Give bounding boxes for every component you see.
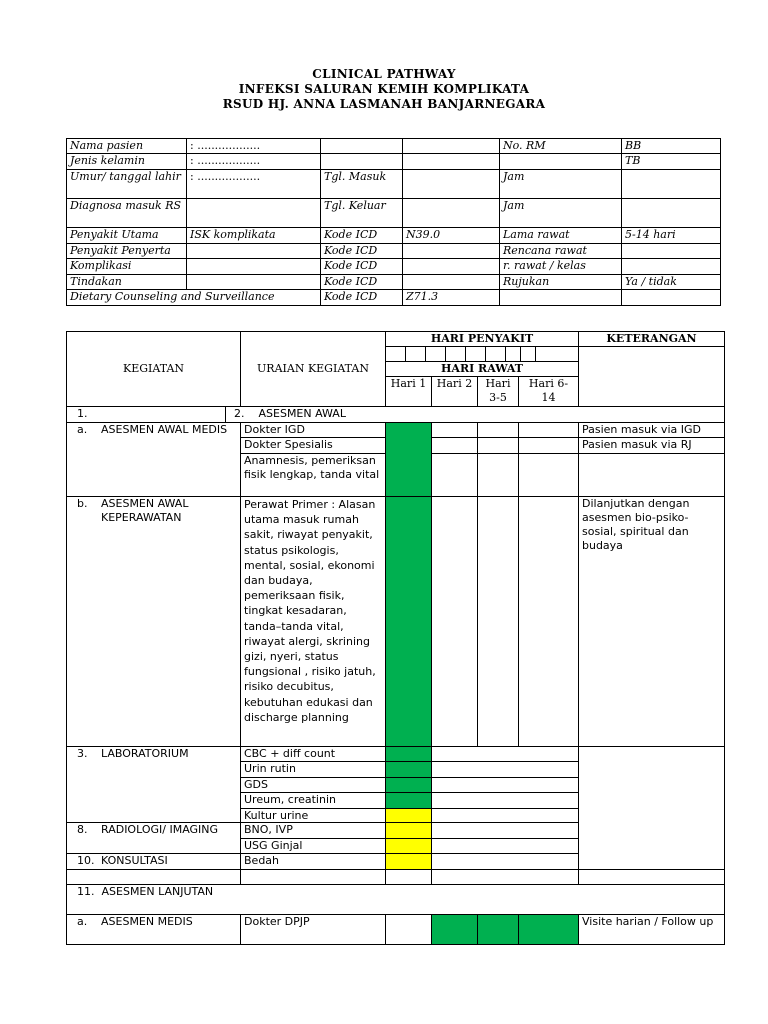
empty-row	[66, 869, 241, 885]
item-number: 3.	[77, 747, 88, 760]
header-keterangan: KETERANGAN	[578, 331, 725, 347]
value-icd-z71: Z71.3	[402, 289, 500, 306]
label-tb: TB	[621, 153, 721, 170]
day-1-marker	[385, 496, 432, 747]
header-hari-penyakit: HARI PENYAKIT	[385, 331, 579, 347]
activity-radiologi	[66, 822, 241, 854]
day-2-marker	[431, 914, 478, 945]
label-bb: BB	[621, 138, 721, 154]
value-penyakit-utama: ISK komplikata	[186, 227, 321, 244]
label-dietary: Dietary Counseling and Surveillance	[66, 289, 321, 306]
day-cell	[518, 437, 579, 454]
field-rawat-kelas[interactable]	[621, 258, 721, 275]
day-cell	[477, 422, 519, 438]
day-cells	[431, 761, 579, 778]
label-tindakan: Tindakan	[66, 274, 187, 290]
day-cell	[431, 422, 478, 438]
label-kode-icd: Kode ICD	[320, 227, 403, 244]
label-rawat-kelas: r. rawat / kelas	[499, 258, 622, 275]
header-kegiatan: KEGIATAN	[66, 331, 241, 407]
header-hari-1: Hari 1	[385, 376, 432, 407]
uraian-anamnesis: Anamnesis, pemeriksan fisik lengkap, tanda vital	[240, 453, 386, 497]
activity-label: LABORATORIUM	[101, 747, 189, 760]
uraian-bno-ivp: BNO, IVP	[240, 822, 386, 839]
uraian-kultur: Kultur urine	[240, 808, 386, 823]
field-icd-tindakan[interactable]	[402, 274, 500, 290]
day-3-5-marker	[477, 914, 519, 945]
uraian-urin-rutin: Urin rutin	[240, 761, 386, 778]
field-jenis-kelamin[interactable]: : ..................	[186, 153, 321, 170]
uraian-dokter-spesialis: Dokter Spesialis	[240, 437, 386, 454]
uraian-cbc: CBC + diff count	[240, 746, 386, 762]
day-1-optional-marker	[385, 838, 432, 854]
day-box[interactable]	[505, 346, 521, 362]
day-cells	[431, 792, 579, 809]
label-no-rm: No. RM	[499, 138, 622, 154]
label-kode-icd: Kode ICD	[320, 243, 403, 259]
label-jam-masuk: Jam	[499, 169, 622, 199]
label-rujukan: Rujukan	[499, 274, 622, 290]
field-penyakit-penyerta[interactable]	[186, 243, 321, 259]
label-nama-pasien: Nama pasien	[66, 138, 187, 154]
label-penyakit-penyerta: Penyakit Penyerta	[66, 243, 187, 259]
day-6-14-marker	[518, 914, 579, 945]
day-box[interactable]	[485, 346, 506, 362]
cell-empty	[320, 138, 403, 154]
day-cells	[431, 822, 579, 839]
title-line-2: INFEKSI SALURAN KEMIH KOMPLIKATA	[238, 82, 530, 96]
label-jenis-kelamin: Jenis kelamin	[66, 153, 187, 170]
label-lama-rawat: Lama rawat	[499, 227, 622, 244]
value-lama-rawat: 5-14 hari	[621, 227, 721, 244]
row-number: 1.	[66, 406, 226, 423]
day-cells	[431, 808, 579, 823]
day-1-marker	[385, 746, 432, 762]
row-number: 2.	[234, 407, 245, 420]
cell-empty	[320, 153, 403, 170]
activity-label: ASESMEN MEDIS	[101, 915, 193, 928]
day-box[interactable]	[385, 346, 406, 362]
day-cell	[385, 914, 432, 945]
uraian-dokter-igd: Dokter IGD	[240, 422, 386, 438]
field-jam-masuk[interactable]	[621, 169, 721, 199]
keterangan-rj: Pasien masuk via RJ	[578, 437, 725, 454]
uraian-ureum: Ureum, creatinin	[240, 792, 386, 809]
activity-laboratorium	[66, 746, 241, 823]
uraian-perawat-primer: Perawat Primer : Alasan utama masuk rumah sakit, riwayat penyakit, status psikologis, mental, sosial, ekonomi dan budaya, pemeriksaan fisik, tingkat kesadaran, tanda–tanda vital, riwayat alergi, skrining gizi, nyeri, status fungsional , risiko jatuh, risiko decubitus, kebutuhan edukasi dan discharge planning	[240, 496, 386, 747]
label-umur: Umur/ tanggal lahir	[66, 169, 187, 199]
header-hari-2: Hari 2	[431, 376, 478, 407]
value-rujukan: Ya / tidak	[621, 274, 721, 290]
day-cell	[431, 496, 478, 747]
item-number: 8.	[77, 823, 88, 836]
field-tgl-keluar[interactable]	[402, 198, 500, 228]
day-1-marker	[385, 422, 432, 497]
label-kode-icd: Kode ICD	[320, 289, 403, 306]
field-tindakan[interactable]	[186, 274, 321, 290]
label-jam-keluar: Jam	[499, 198, 622, 228]
empty-row	[240, 869, 386, 885]
day-cell	[431, 453, 478, 497]
activity-label: ASESMEN AWAL KEPERAWATAN	[101, 497, 189, 524]
label-penyakit-utama: Penyakit Utama	[66, 227, 187, 244]
section-asesmen-awal	[225, 406, 725, 423]
keterangan-igd: Pasien masuk via IGD	[578, 422, 725, 438]
day-box[interactable]	[535, 346, 579, 362]
day-box[interactable]	[425, 346, 446, 362]
day-box[interactable]	[465, 346, 486, 362]
document-title	[0, 67, 768, 112]
cell-empty	[499, 153, 622, 170]
day-cell	[477, 453, 519, 497]
label-tgl-keluar: Tgl. Keluar	[320, 198, 403, 228]
header-hari-3-5: Hari 3-5	[477, 376, 519, 407]
activity-label: ASESMEN AWAL MEDIS	[101, 423, 228, 436]
uraian-bedah: Bedah	[240, 853, 386, 870]
item-number: 10.	[77, 854, 95, 867]
label-komplikasi: Komplikasi	[66, 258, 187, 275]
keterangan-empty	[578, 453, 725, 497]
uraian-gds: GDS	[240, 777, 386, 793]
field-jam-keluar[interactable]	[621, 198, 721, 228]
uraian-dokter-dpjp: Dokter DPJP	[240, 914, 386, 945]
title-line-3: RSUD HJ. ANNA LASMANAH BANJARNEGARA	[222, 97, 546, 111]
field-nama-pasien[interactable]: : ..................	[186, 138, 321, 154]
item-letter: a.	[77, 423, 88, 436]
item-letter: b.	[77, 497, 88, 510]
section-label: ASESMEN LANJUTAN	[101, 885, 214, 898]
activity-konsultasi	[66, 853, 241, 870]
day-cell	[518, 422, 579, 438]
empty-row	[431, 869, 579, 885]
header-uraian: URAIAN KEGIATAN	[240, 331, 386, 407]
day-1-marker	[385, 777, 432, 793]
label-diagnosa: Diagnosa masuk RS	[66, 198, 187, 228]
cell-empty	[402, 138, 500, 154]
day-1-optional-marker	[385, 822, 432, 839]
empty-row	[385, 869, 432, 885]
title-line-1: CLINICAL PATHWAY	[312, 67, 456, 81]
day-box[interactable]	[520, 346, 536, 362]
empty-row	[578, 869, 725, 885]
section-label: ASESMEN AWAL	[258, 407, 346, 420]
day-cell	[477, 496, 519, 747]
day-box[interactable]	[445, 346, 466, 362]
label-rencana-rawat: Rencana rawat	[499, 243, 622, 259]
keterangan-visite: Visite harian / Follow up	[578, 914, 725, 945]
label-kode-icd: Kode ICD	[320, 258, 403, 275]
field-umur[interactable]: : ..................	[186, 169, 321, 199]
keterangan-empty	[578, 746, 725, 870]
day-cell	[518, 453, 579, 497]
activity-asesmen-medis	[66, 914, 241, 945]
keterangan-bio-psiko: Dilanjutkan dengan asesmen bio-psiko-sosial, spiritual dan budaya	[578, 496, 725, 747]
activity-asesmen-awal-medis	[66, 422, 241, 497]
header-hari-rawat: HARI RAWAT	[385, 361, 579, 377]
day-cell	[518, 496, 579, 747]
day-box[interactable]	[405, 346, 426, 362]
uraian-usg: USG Ginjal	[240, 838, 386, 854]
day-cells	[431, 746, 579, 762]
cell-empty	[402, 153, 500, 170]
field-diagnosa[interactable]	[186, 198, 321, 228]
row-number: 11.	[77, 885, 95, 898]
day-1-marker	[385, 792, 432, 809]
label-tgl-masuk: Tgl. Masuk	[320, 169, 403, 199]
section-asesmen-lanjutan	[66, 884, 725, 915]
cell-empty	[621, 289, 721, 306]
day-cells	[431, 838, 579, 854]
day-1-marker	[385, 761, 432, 778]
day-1-optional-marker	[385, 853, 432, 870]
activity-label: RADIOLOGI/ IMAGING	[101, 823, 219, 836]
field-rencana-rawat[interactable]	[621, 243, 721, 259]
label-kode-icd: Kode ICD	[320, 274, 403, 290]
day-cell	[477, 437, 519, 454]
activity-label: KONSULTASI	[101, 854, 168, 867]
field-tgl-masuk[interactable]	[402, 169, 500, 199]
day-1-optional-marker	[385, 808, 432, 823]
day-cells	[431, 777, 579, 793]
cell-empty	[499, 289, 622, 306]
activity-asesmen-keperawatan	[66, 496, 241, 747]
value-icd-n39: N39.0	[402, 227, 500, 244]
field-komplikasi[interactable]	[186, 258, 321, 275]
field-icd-komplikasi[interactable]	[402, 258, 500, 275]
day-cell	[431, 437, 478, 454]
header-keterangan-body	[578, 346, 725, 407]
field-icd-penyerta[interactable]	[402, 243, 500, 259]
day-cells	[431, 853, 579, 870]
item-letter: a.	[77, 915, 88, 928]
header-hari-6-14: Hari 6-14	[518, 376, 579, 407]
